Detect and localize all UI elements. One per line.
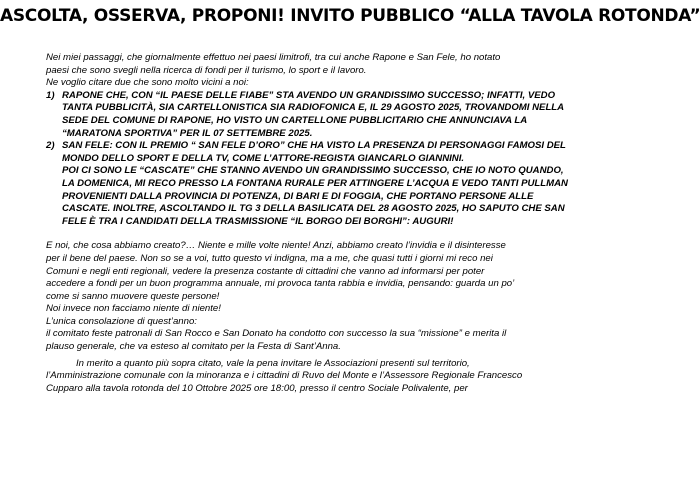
list-line: TANTA PUBBLICITÀ, SIA CARTELLONISTICA SIA RADIOFONICA E, IL 29 AGOSTO 2025, TROVANDOMI NELLA <box>62 102 565 114</box>
list-number: 1) <box>46 89 55 101</box>
paragraph-line: plauso generale, che va esteso al comitato per la Festa di Sant’Anna. <box>46 341 341 353</box>
paragraph-line: accedere a fondi per un buon programma annuale, mi provoca tanta rabbia e invidia, pensando: guarda un po’ <box>46 278 515 290</box>
spacer <box>46 228 578 240</box>
list-line: RAPONE CHE, CON “IL PAESE DELLE FIABE” STA AVENDO UN GRANDISSIMO SUCCESSO; INFATTI, VEDO <box>62 89 556 101</box>
list-item-rapone <box>46 90 578 140</box>
paragraph-line: l’Amministrazione comunale con la minoranza e i cittadini di Ruvo del Monte e l’Assessore Regionale Francesco <box>46 370 523 382</box>
paragraph-line: Comuni e negli enti regionali, vedere la presenza costante di cittadini che vanno ad informarsi per poter <box>46 265 485 277</box>
list-line: POI CI SONO LE “CASCATE” CHE STANNO AVENDO UN GRANDISSIMO SUCCESSO, CHE IO NOTO QUANDO, <box>62 165 564 177</box>
list-line: LA DOMENICA, MI RECO PRESSO LA FONTANA RURALE PER ATTINGERE L’ACQUA E VEDO TANTI PULLMAN <box>62 177 568 189</box>
list-line: FELE È TRA I CANDIDATI DELLA TRASMISSIONE “IL BORGO DEI BORGHI”: AUGURI! <box>62 215 454 227</box>
list-line: MONDO DELLO SPORT E DELLA TV, COME L’ATTORE-REGISTA GIANCARLO GIANNINI. <box>62 152 465 164</box>
paragraph-line: E noi, che cosa abbiamo creato?… Niente e mille volte niente! Anzi, abbiamo creato l’invidia e il disinteresse <box>46 240 506 252</box>
list-line: CASCATE. INOLTRE, ASCOLTANDO IL TG 3 DELLA BASILICATA DEL 28 AGOSTO 2025, HO SAPUTO CHE SAN <box>62 203 565 215</box>
consolation-line: L’unica consolazione di quest’anno: <box>46 315 197 327</box>
list-line: “MARATONA SPORTIVA” PER IL 07 SETTEMBRE 2025. <box>62 127 313 139</box>
intro-line: paesi che sono svegli nella ricerca di fondi per il turismo, lo sport e il lavoro. <box>46 64 367 76</box>
paragraph-line: il comitato feste patronali di San Rocco e San Donato ha condotto con successo la sua “missione” e merita il <box>46 328 507 340</box>
intro-line: Ne voglio citare due che sono molto vicini a noi: <box>46 77 249 89</box>
list-line: SAN FELE: CON IL PREMIO “ SAN FELE D’ORO” CHE HA VISTO LA PRESENZA DI PERSONAGGI FAMOSI DEL <box>62 140 566 152</box>
document-body <box>46 52 578 395</box>
list-line: SEDE DEL COMUNE DI RAPONE, HO VISTO UN CARTELLONE PUBBLICITARIO CHE ANNUNCIAVA LA <box>62 114 528 126</box>
list-number: 2) <box>46 140 55 152</box>
paragraph-line: In merito a quanto più sopra citato, vale la pena invitare le Associazioni presenti sul territorio, <box>76 357 470 369</box>
paragraph-line: per il bene del paese. Non so se a voi, tutto questo vi indigna, ma a me, che quasi tutti i giorni mi reco nei <box>46 252 493 264</box>
document-title: ASCOLTA, OSSERVA, PROPONI! INVITO PUBBLICO “ALLA TAVOLA ROTONDA” <box>0 6 700 26</box>
emphasis-line: Noi invece non facciamo niente di niente! <box>46 303 221 315</box>
paragraph-line: Cupparo alla tavola rotonda del 10 Ottobre 2025 ore 18:00, presso il centro Sociale Polivalente, per <box>46 382 468 394</box>
paragraph-line: come si sanno muovere queste persone! <box>46 290 220 302</box>
list-line: PROVENIENTI DALLA PROVINCIA DI POTENZA, DI BARI E DI FOGGIA, CHE PORTANO PERSONE ALLE <box>62 190 534 202</box>
list-item-san-fele <box>46 140 578 228</box>
intro-line: Nei miei passaggi, che giornalmente effettuo nei paesi limitrofi, tra cui anche Rapone e San Fele, ho notato <box>46 52 501 63</box>
